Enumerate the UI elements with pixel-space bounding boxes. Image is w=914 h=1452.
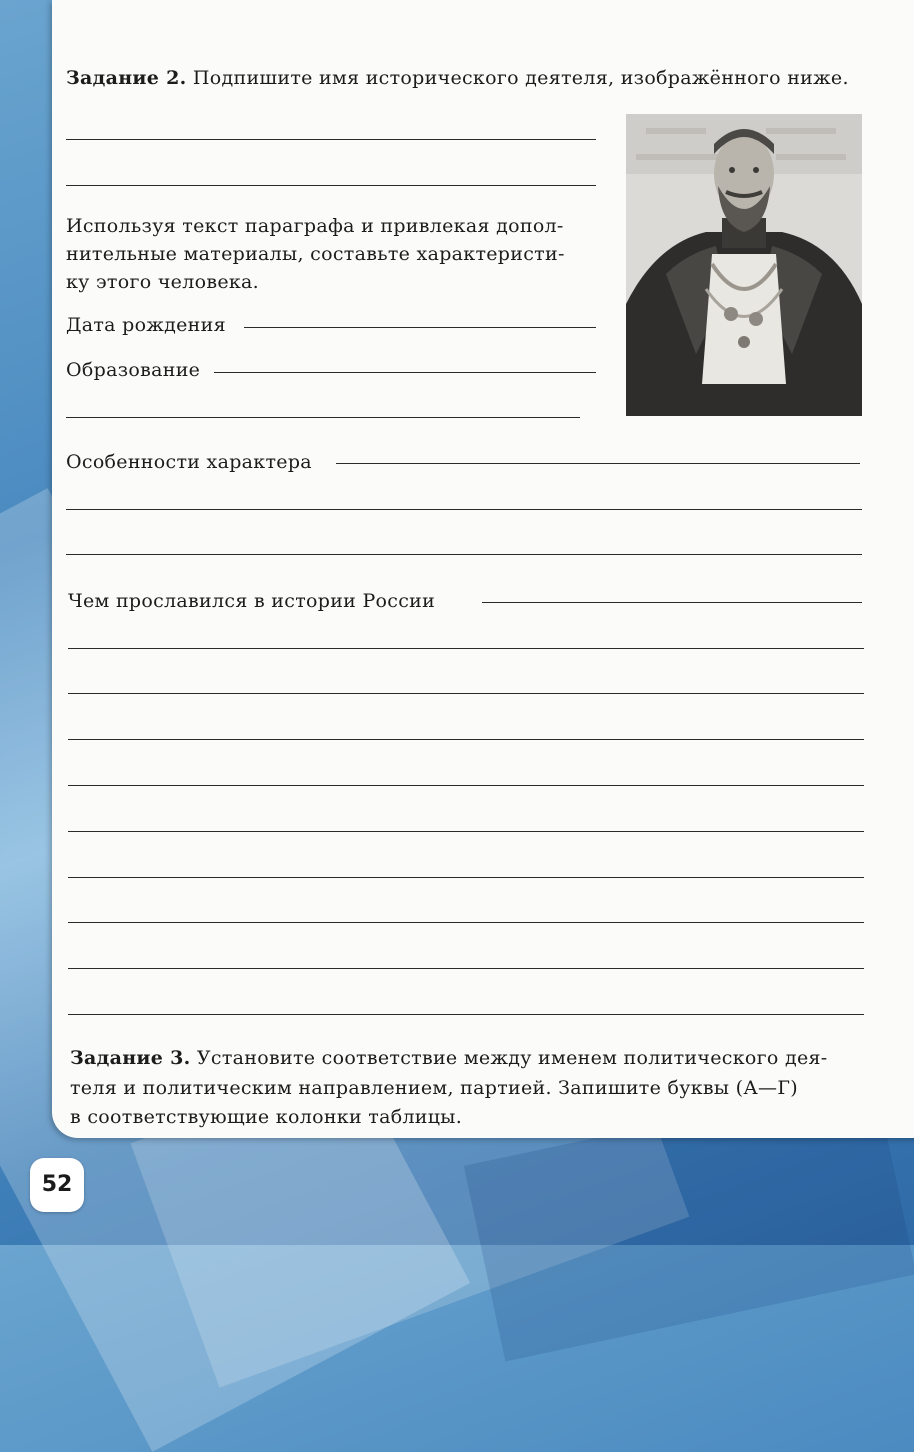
portrait-photo [626,114,862,416]
answer-line-fame-5[interactable] [68,785,864,786]
answer-line-character-1[interactable] [336,463,860,464]
task2-text: Подпишите имя исторического деятеля, изображённого ниже. [186,67,849,89]
label-character: Особенности характера [66,451,312,473]
answer-line-fame-1[interactable] [482,602,862,603]
answer-line-birth-date[interactable] [244,327,596,328]
answer-line-fame-3[interactable] [68,693,864,694]
task3-heading: Задание 3. [70,1047,191,1069]
answer-line-fame-7[interactable] [68,877,864,878]
portrait-illustration [626,114,862,416]
answer-line-character-2[interactable] [66,509,862,510]
answer-line-fame-6[interactable] [68,831,864,832]
task2-instruction [66,64,849,92]
answer-line-education-1[interactable] [214,372,596,373]
task3-line-3: в соответствующие колонки таблицы. [70,1106,463,1128]
answer-line-fame-9[interactable] [68,968,864,969]
intro-line-2: нительные материалы, составьте характеристи- [66,243,565,265]
intro-line-1: Используя текст параграфа и привлекая допол- [66,215,564,237]
task3-line-1 [70,1044,828,1072]
answer-line-name-1[interactable] [66,139,596,140]
answer-line-fame-2[interactable] [68,648,864,649]
label-birth-date: Дата рождения [66,314,226,336]
label-education: Образование [66,359,201,381]
task3-line-2: теля и политическим направлением, партией. Запишите буквы (А—Г) [70,1077,798,1099]
page-number: 52 [30,1158,84,1212]
answer-line-name-2[interactable] [66,185,596,186]
answer-line-fame-8[interactable] [68,922,864,923]
label-fame: Чем прославился в истории России [68,590,436,612]
answer-line-character-3[interactable] [66,554,862,555]
intro-line-3: ку этого человека. [66,271,260,293]
workbook-page [52,0,914,1138]
task3-text-1: Установите соответствие между именем политического дея- [190,1047,828,1069]
answer-line-education-2[interactable] [66,417,580,418]
task2-heading: Задание 2. [66,67,187,89]
answer-line-fame-4[interactable] [68,739,864,740]
answer-line-fame-10[interactable] [68,1014,864,1015]
